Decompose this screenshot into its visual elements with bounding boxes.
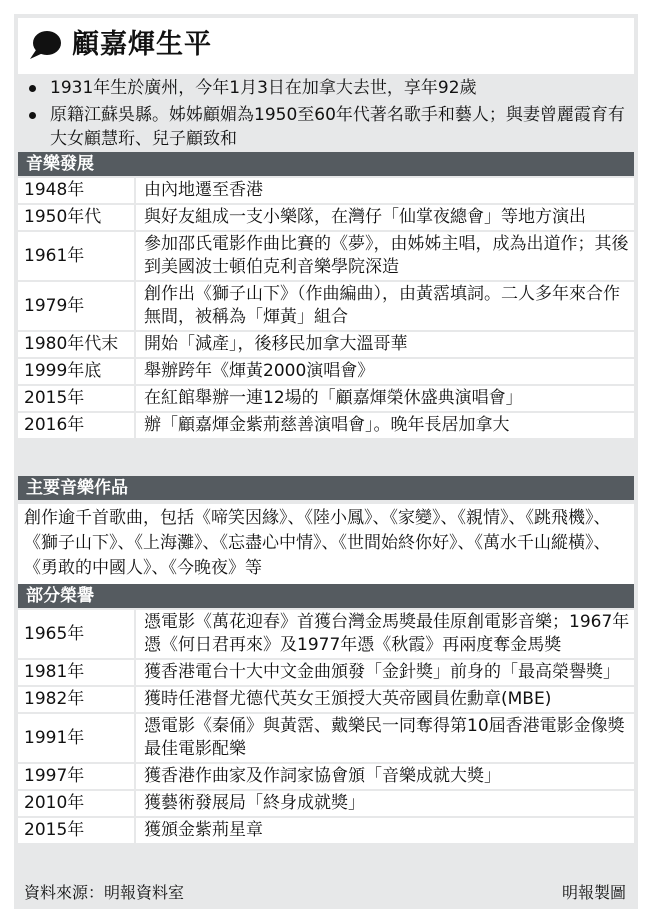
speech-bubble-icon: [28, 30, 62, 60]
row-text: 與好友組成一支小樂隊，在灣仔「仙掌夜總會」等地方演出: [144, 207, 586, 227]
row-text: 獲香港電台十大中文金曲頒發「金針獎」前身的「最高榮譽獎」: [144, 662, 620, 682]
row-text: 舉辦跨年《煇黃2000演唱會》: [144, 361, 375, 381]
row-year: 1997年: [18, 764, 136, 789]
row-text: 獲頒金紫荊星章: [144, 820, 263, 840]
table-row: [18, 386, 634, 411]
bio-bullet-text: 原籍江蘇吳縣。姊姊顧媚為1950至60年代著名歌手和藝人；與妻曾麗霞育有大女顧慧珩、兒子顧致和: [50, 105, 625, 149]
row-text: 獲時任港督尤德代英女王頒授大英帝國員佐勳章(MBE): [144, 689, 552, 709]
row-year: 2015年: [18, 818, 136, 843]
graphic-credit: 明報製圖: [561, 883, 626, 902]
row-text: 獲香港作曲家及作詞家協會頒「音樂成就大獎」: [144, 766, 501, 786]
row-year: 1999年底: [18, 359, 136, 384]
row-text: 辦「顧嘉煇金紫荊慈善演唱會」。晚年長居加拿大: [144, 415, 510, 435]
table-row: [18, 687, 634, 712]
row-text: 由內地遷至香港: [144, 180, 263, 200]
section-heading-works: 主要音樂作品: [18, 476, 634, 500]
table-row: [18, 764, 634, 789]
section-heading-honours: 部分榮譽: [18, 584, 634, 608]
row-text: 憑電影《秦俑》與黃霑、戴樂民一同奪得第10屆香港電影金像獎最佳電影配樂: [144, 716, 625, 759]
row-text: 在紅館舉辦一連12場的「顧嘉煇榮休盛典演唱會」: [144, 388, 523, 408]
table-row: [18, 714, 634, 762]
table-row: [18, 359, 634, 384]
table-row: [18, 791, 634, 816]
bio-bullet: [18, 76, 634, 100]
row-year: 1981年: [18, 660, 136, 685]
bio-bullets: [18, 76, 634, 154]
table-row: [18, 660, 634, 685]
row-text: 創作出《獅子山下》（作曲編曲），由黃霑填詞。二人多年來合作無間，被稱為「煇黃」組合: [144, 284, 620, 327]
row-text: 獲藝術發展局「終身成就獎」: [144, 793, 365, 813]
bio-bullet-text: 1931年生於廣州，今年1月3日在加拿大去世，享年92歲: [50, 78, 477, 98]
row-year: 1961年: [18, 232, 136, 280]
table-row: [18, 818, 634, 843]
source-note: 資料來源：明報資料室: [24, 883, 185, 902]
row-year: 2016年: [18, 413, 136, 438]
music-table: [18, 178, 634, 440]
row-year: 1979年: [18, 282, 136, 330]
row-text: 開始「減產」，後移民加拿大溫哥華: [144, 334, 408, 354]
table-row: [18, 178, 634, 203]
table-row: [18, 282, 634, 330]
bio-bullet: [18, 103, 634, 151]
table-row: [18, 610, 634, 658]
row-year: 1948年: [18, 178, 136, 203]
row-year: 1991年: [18, 714, 136, 762]
title-box: [18, 18, 634, 74]
honours-table: [18, 610, 634, 845]
section-heading-music: 音樂發展: [18, 152, 634, 176]
works-text: 創作逾千首歌曲，包括《啼笑因緣》、《陸小鳳》、《家變》、《親情》、《跳飛機》、《獅子山下》、《上海灘》、《忘盡心中情》、《世間始終你好》、《萬水千山縱橫》、《勇敢的中國人》、《今晚夜》等: [18, 504, 634, 585]
row-year: 1980年代末: [18, 332, 136, 357]
row-year: 2015年: [18, 386, 136, 411]
bullet-dot: [29, 85, 36, 92]
bullet-dot: [29, 112, 36, 119]
row-year: 2010年: [18, 791, 136, 816]
table-row: [18, 413, 634, 438]
table-row: [18, 332, 634, 357]
infographic-panel: [14, 14, 638, 909]
row-text: 憑電影《萬花迎春》首獲台灣金馬獎最佳原創電影音樂；1967年憑《何日君再來》及1977年憑《秋霞》再兩度奪金馬獎: [144, 612, 630, 655]
footer: [18, 880, 634, 905]
row-text: 參加邵氏電影作曲比賽的《夢》，由姊姊主唱，成為出道作；其後到美國波士頓伯克利音樂學院深造: [144, 234, 629, 277]
table-row: [18, 205, 634, 230]
row-year: 1950年代: [18, 205, 136, 230]
page-title: 顧嘉煇生平: [72, 29, 212, 60]
row-year: 1965年: [18, 610, 136, 658]
table-row: [18, 232, 634, 280]
row-year: 1982年: [18, 687, 136, 712]
